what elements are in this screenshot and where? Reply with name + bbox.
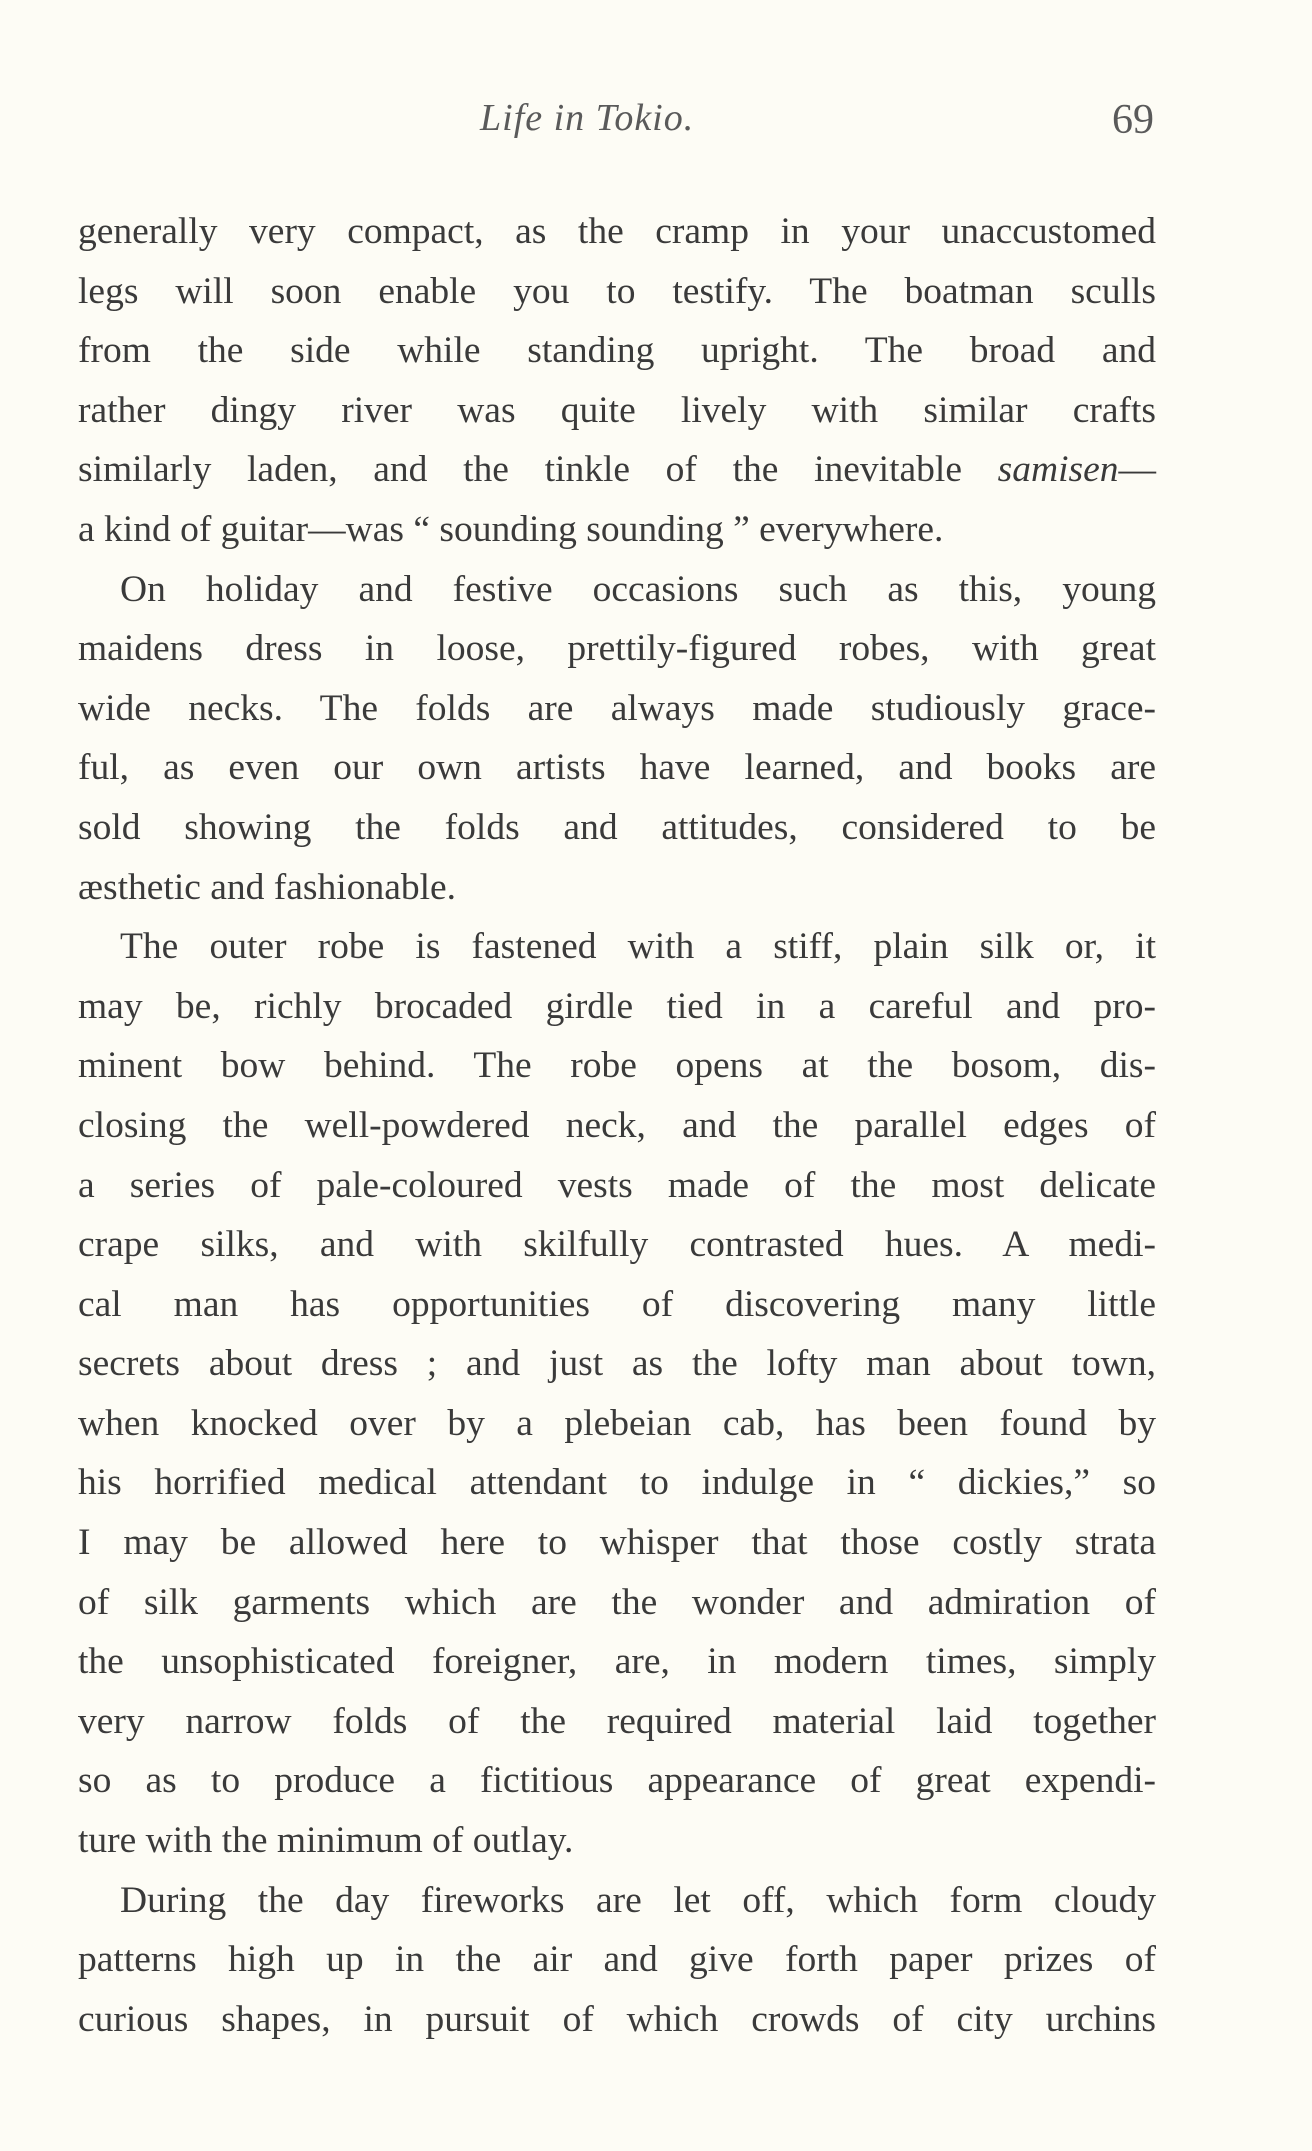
text-line: from the side while standing upright. The broad and [78, 330, 1156, 372]
text-line: a kind of guitar—was “ sounding sounding ” everywhere. [78, 508, 944, 550]
text-line: when knocked over by a plebeian cab, has been found by [78, 1402, 1156, 1444]
text-line: patterns high up in the air and give forth paper prizes of [78, 1939, 1156, 1981]
italic-word: samisen [997, 449, 1119, 491]
text-line: curious shapes, in pursuit of which crowds of city urchins [78, 1998, 1156, 2040]
text-line: a series of pale-coloured vests made of the most delicate [78, 1164, 1156, 1206]
text-line: may be, richly brocaded girdle tied in a careful and pro- [78, 985, 1156, 1027]
text-line: ture with the minimum of outlay. [78, 1820, 574, 1862]
text-line: I may be allowed here to whisper that those costly strata [78, 1522, 1156, 1564]
text-line: rather dingy river was quite lively with similar crafts [78, 389, 1156, 431]
text-line: cal man has opportunities of discovering many little [78, 1283, 1156, 1325]
text-line: The outer robe is fastened with a stiff, plain silk or, it [120, 926, 1156, 968]
running-title: Life in Tokio. [480, 97, 695, 139]
text-line: wide necks. The folds are always made studiously grace- [78, 687, 1156, 729]
text-line: ful, as even our own artists have learned, and books are [78, 747, 1156, 789]
page-number: 69 [1112, 97, 1154, 143]
text-line: similarly laden, and the tinkle of the inevitable samisen— [78, 449, 1156, 491]
text-line: of silk garments which are the wonder and admiration of [78, 1581, 1156, 1623]
text-line: sold showing the folds and attitudes, considered to be [78, 806, 1156, 848]
text-line: maidens dress in loose, prettily-figured robes, with great [78, 628, 1156, 670]
body-text [78, 202, 1156, 2049]
text-line: On holiday and festive occasions such as this, young [120, 568, 1156, 610]
text-line: legs will soon enable you to testify. The boatman sculls [78, 270, 1156, 312]
text-line: During the day fireworks are let off, which form cloudy [120, 1879, 1156, 1921]
text-line: æsthetic and fashionable. [78, 866, 457, 908]
text-line: his horrified medical attendant to indulge in “ dickies,” so [78, 1462, 1156, 1504]
text-line: closing the well-powdered neck, and the parallel edges of [78, 1104, 1156, 1146]
text-line: crape silks, and with skilfully contrasted hues. A medi- [78, 1224, 1156, 1266]
text-line: so as to produce a fictitious appearance of great expendi- [78, 1760, 1156, 1802]
text-line: very narrow folds of the required material laid together [78, 1700, 1156, 1742]
text-line: minent bow behind. The robe opens at the bosom, dis- [78, 1045, 1156, 1087]
text-line: the unsophisticated foreigner, are, in modern times, simply [78, 1641, 1156, 1683]
text-line: secrets about dress ; and just as the lofty man about town, [78, 1343, 1156, 1385]
text-line: generally very compact, as the cramp in your unaccustomed [78, 211, 1156, 252]
